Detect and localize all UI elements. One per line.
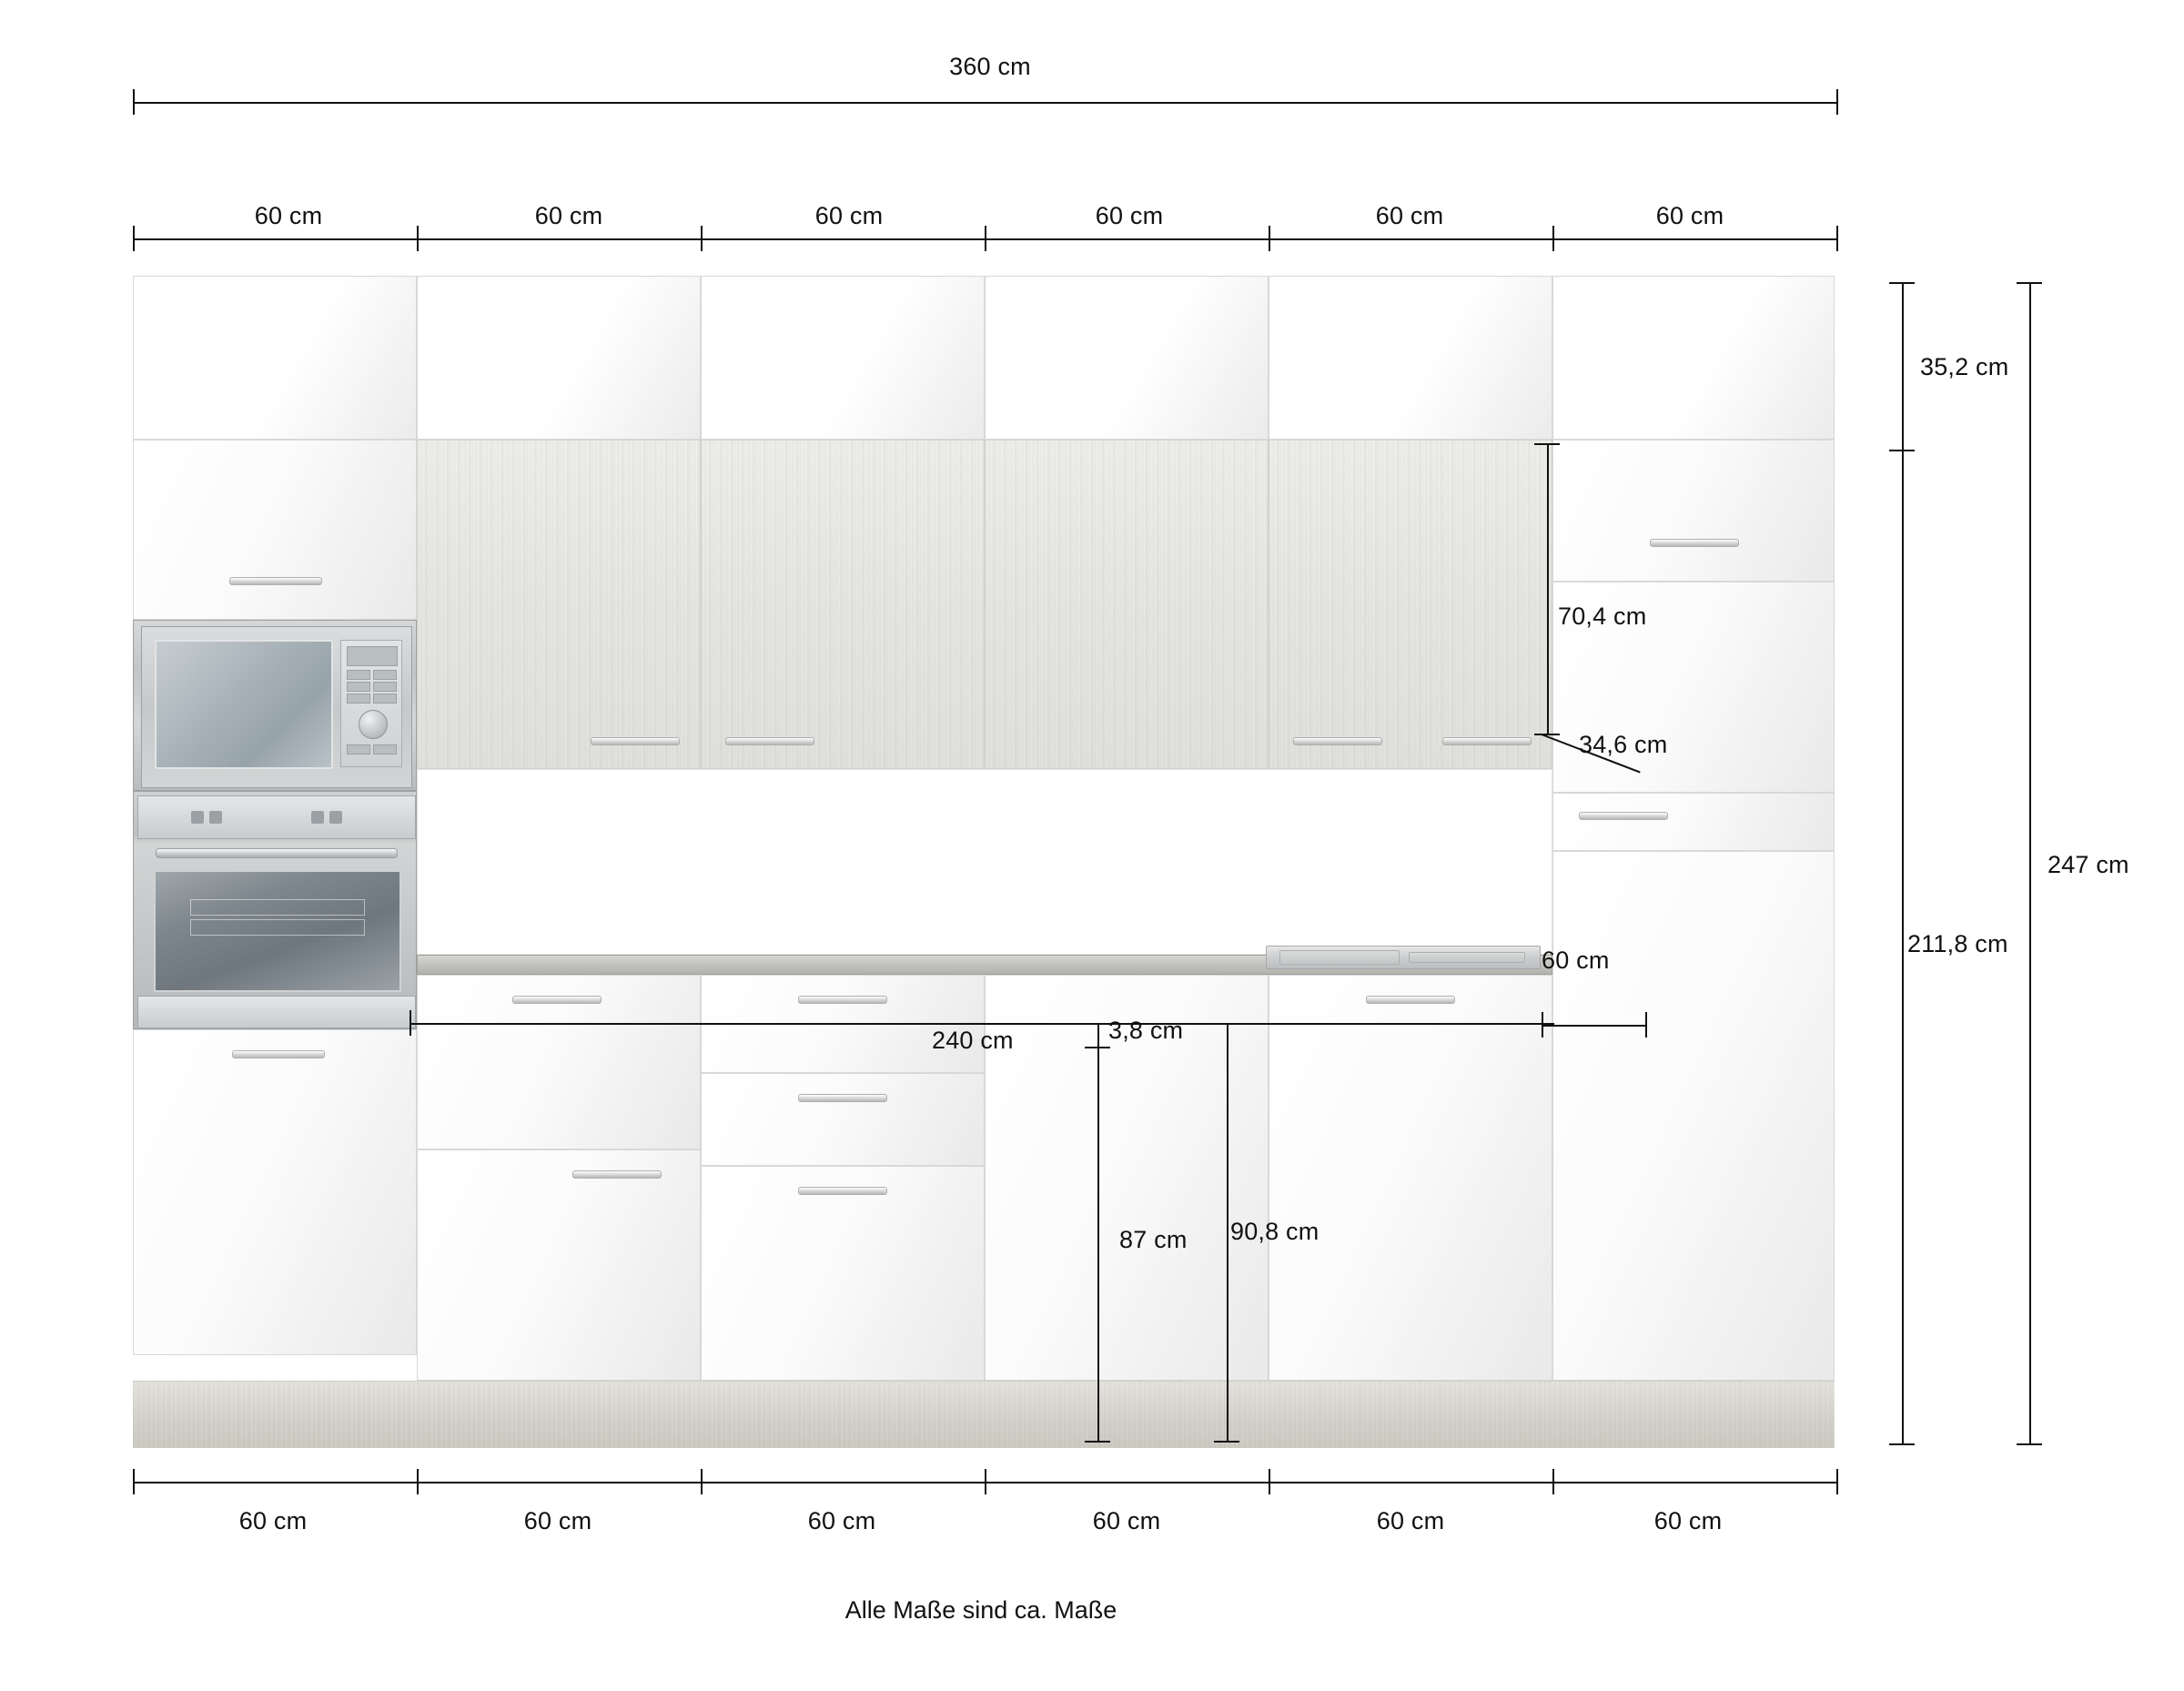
floor-plinth: [133, 1381, 1835, 1448]
wall-cabinet-top-filler-4[interactable]: [985, 276, 1269, 440]
oven[interactable]: [133, 791, 417, 1029]
oven-bottom-trim: [137, 996, 416, 1028]
total-width-tick-right: [1836, 89, 1838, 115]
right-dim-tick-211-bottom: [1889, 1443, 1915, 1445]
worktop-total-height-label: 90,8 cm: [1230, 1218, 1320, 1245]
microwave-button[interactable]: [373, 744, 397, 754]
tall-cabinet-lower-door-left[interactable]: [133, 1029, 417, 1355]
microwave-button[interactable]: [347, 694, 370, 704]
total-width-tick-left: [133, 89, 135, 115]
drawer-handle[interactable]: [798, 1187, 887, 1195]
microwave-door-glass: [155, 640, 333, 769]
microwave-button[interactable]: [347, 670, 370, 680]
oven-control-panel[interactable]: [137, 795, 416, 839]
right-dim-tick-247-bottom: [2017, 1443, 2042, 1445]
cabinet-handle[interactable]: [1293, 737, 1382, 745]
worktop-height-tick-bottom: [1085, 1441, 1110, 1443]
top-segment-label-3: 60 cm: [814, 202, 884, 229]
sink-bowl: [1279, 950, 1400, 965]
base-cabinet-door-4[interactable]: [1269, 975, 1552, 1381]
bottom-seg-tick-5: [1552, 1469, 1554, 1494]
tall-cabinet-upper-door-left[interactable]: [133, 440, 417, 620]
worktop-run-tick-left: [410, 1010, 411, 1036]
cabinet-handle[interactable]: [725, 737, 814, 745]
oven-knob[interactable]: [191, 811, 204, 824]
tall-cabinet-top-door-right[interactable]: [1552, 276, 1835, 440]
bottom-segment-label-5: 60 cm: [1376, 1507, 1445, 1534]
worktop-run-label: 240 cm: [932, 1027, 1014, 1054]
bottom-seg-tick-4: [1269, 1469, 1270, 1494]
base-cabinet-door-1b[interactable]: [417, 1149, 701, 1381]
oven-knob[interactable]: [209, 811, 222, 824]
microwave-button[interactable]: [373, 670, 397, 680]
bottom-segment-label-3: 60 cm: [807, 1507, 876, 1534]
tall-cabinet-door-right-4[interactable]: [1552, 851, 1835, 1381]
wall-cabinet-top-filler-2[interactable]: [417, 276, 701, 440]
bottom-segment-label-1: 60 cm: [238, 1507, 308, 1534]
top-segment-label-2: 60 cm: [534, 202, 603, 229]
oven-knob[interactable]: [329, 811, 342, 824]
top-segment-label-5: 60 cm: [1375, 202, 1444, 229]
drawer-handle[interactable]: [798, 996, 887, 1004]
cabinet-handle[interactable]: [591, 737, 680, 745]
backsplash-height-label: 34,6 cm: [1579, 731, 1668, 758]
backsplash: [417, 769, 1552, 955]
oven-rack: [190, 919, 365, 936]
worktop-height-label: 87 cm: [1119, 1226, 1188, 1253]
bottom-seg-tick-2: [701, 1469, 703, 1494]
drawer-handle[interactable]: [798, 1094, 887, 1102]
right-dim-line-upper: [1902, 282, 1904, 451]
bottom-seg-tick-3: [985, 1469, 986, 1494]
tall-unit-width-tick-right: [1645, 1012, 1647, 1038]
right-dim-line-247: [2029, 282, 2031, 1444]
worktop-total-height-line: [1227, 1023, 1228, 1442]
wall-cabinet-wood-4[interactable]: [1269, 440, 1552, 769]
microwave-housing: [133, 620, 417, 791]
height-211-label: 211,8 cm: [1907, 930, 2008, 957]
cabinet-handle[interactable]: [572, 1170, 662, 1179]
tall-unit-width-line: [1542, 1025, 1647, 1027]
oven-handle[interactable]: [156, 848, 398, 858]
cabinet-handle[interactable]: [512, 996, 602, 1004]
sink-drainer: [1409, 952, 1525, 963]
bottom-seg-tick-1: [417, 1469, 419, 1494]
oven-rack: [190, 899, 365, 916]
worktop-run-line: [410, 1023, 1554, 1025]
cabinet-handle[interactable]: [1579, 812, 1668, 820]
top-seg-tick-1: [417, 226, 419, 251]
microwave-control-panel[interactable]: [340, 640, 402, 767]
total-width-label: 360 cm: [949, 53, 1031, 80]
wall-cabinet-height-label: 70,4 cm: [1558, 602, 1647, 630]
microwave[interactable]: [141, 626, 412, 788]
wall-cabinet-wood-1[interactable]: [417, 440, 701, 769]
overall-height-label: 247 cm: [2048, 851, 2129, 878]
right-dim-tick-247-top: [2017, 282, 2042, 284]
worktop-total-height-tick-top: [1214, 1023, 1239, 1025]
worktop-total-height-tick-bottom: [1214, 1441, 1239, 1443]
microwave-display: [347, 646, 398, 666]
cabinet-handle[interactable]: [1650, 539, 1739, 547]
bottom-segment-label-6: 60 cm: [1653, 1507, 1723, 1534]
cabinet-handle[interactable]: [1442, 737, 1532, 745]
top-seg-tick-3: [985, 226, 986, 251]
tall-cabinet-top-door-left[interactable]: [133, 276, 417, 440]
microwave-button[interactable]: [373, 694, 397, 704]
top-seg-tick-4: [1269, 226, 1270, 251]
top-seg-tick-6: [1836, 226, 1838, 251]
sink[interactable]: [1266, 946, 1541, 969]
top-seg-tick-2: [701, 226, 703, 251]
top-segment-label-6: 60 cm: [1655, 202, 1724, 229]
diagram-caption: Alle Maße sind ca. Maße: [844, 1596, 1117, 1624]
right-dim-tick-upper-top: [1889, 282, 1915, 284]
right-dim-line-211: [1902, 450, 1904, 1444]
microwave-button[interactable]: [347, 744, 370, 754]
bottom-segment-label-2: 60 cm: [523, 1507, 592, 1534]
tall-cabinet-door-right-3[interactable]: [1552, 793, 1835, 851]
wall-cabinet-top-filler-3[interactable]: [701, 276, 985, 440]
cabinet-handle[interactable]: [1366, 996, 1455, 1004]
wall-cabinet-wood-2[interactable]: [701, 440, 985, 769]
bottom-segment-label-4: 60 cm: [1092, 1507, 1161, 1534]
base-drawer-3[interactable]: [701, 1166, 985, 1381]
cabinet-handle[interactable]: [232, 1050, 325, 1058]
wall-cabinet-top-filler-5[interactable]: [1269, 276, 1552, 440]
worktop-thickness-label: 3,8 cm: [1108, 1017, 1184, 1044]
wall-cabinet-height-line: [1547, 443, 1549, 734]
cabinet-handle[interactable]: [229, 577, 322, 585]
top-segment-label-1: 60 cm: [254, 202, 323, 229]
wall-cabinet-height-tick-top: [1534, 443, 1560, 445]
bottom-seg-tick-0: [133, 1469, 135, 1494]
worktop-height-line: [1097, 1023, 1099, 1442]
base-cabinet-door-1[interactable]: [417, 975, 701, 1149]
oven-knob[interactable]: [311, 811, 324, 824]
bottom-seg-tick-6: [1836, 1469, 1838, 1494]
top-seg-tick-0: [133, 226, 135, 251]
microwave-button[interactable]: [373, 682, 397, 692]
tall-unit-width-tick-left: [1542, 1012, 1543, 1038]
oven-door-glass: [154, 870, 401, 992]
top-segment-label-4: 60 cm: [1095, 202, 1164, 229]
upper-cabinet-height-label: 35,2 cm: [1920, 353, 2009, 380]
top-seg-tick-5: [1552, 226, 1554, 251]
microwave-dial[interactable]: [359, 710, 388, 739]
tall-cabinet-door-right-1[interactable]: [1552, 440, 1835, 582]
base-drawer-2[interactable]: [701, 1073, 985, 1166]
total-width-line: [133, 102, 1838, 104]
microwave-button[interactable]: [347, 682, 370, 692]
kitchen-elevation: [133, 276, 1835, 1448]
wall-cabinet-wood-3[interactable]: [985, 440, 1269, 769]
tall-unit-width-label: 60 cm: [1542, 947, 1610, 974]
